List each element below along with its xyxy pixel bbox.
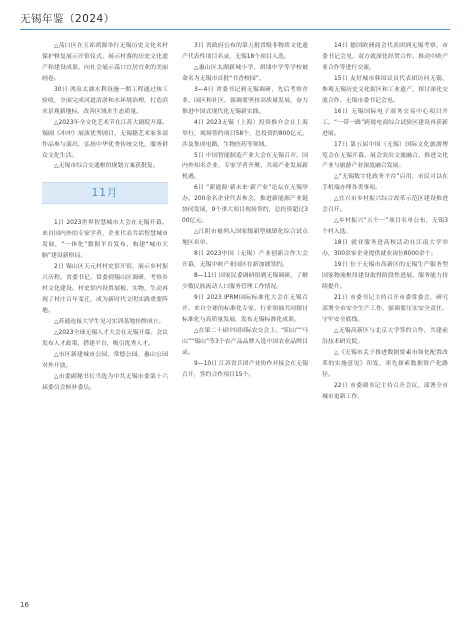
entry-paragraph: 9日 2023 IPRM国际标准化大会在无锡召开。来自全球的标准化专家、行业领袖共同探讨标准化与高质量发展，发布无锡标准化成果。	[182, 294, 308, 323]
entry-paragraph: △惠山区太湖新城小学、胡埭中学等学校被命名为无锡市首批“书香校园”。	[182, 64, 308, 82]
entry-paragraph: △宜兴市乡村振兴综合改革示范区建设推进会召开。	[322, 196, 448, 214]
entry-paragraph: 6日 “新能源·新未来·新产业”论坛在无锡举办。200余名企业代表参会，推进新能源产业链协同发展，9个重大项目现场签约，总投资超过300亿元。	[182, 185, 308, 225]
entry-paragraph: 18日 就业服务进高校活动在江南大学举办，300余家企业提供就业岗位8000余个。	[322, 240, 448, 258]
entry-paragraph: △无锡高新区与北京大学签约合作，共建前沿技术研究院。	[322, 327, 448, 345]
entry-paragraph: 9—10日 江苏省兵团产业协作对接会在无锡召开，签约合作项目15个。	[182, 360, 308, 378]
entry-paragraph: △在第二十届中国国际农交会上，“阳山”“马山”“锡山”等3个农产品品牌入选中国农业品牌目录。	[182, 327, 308, 356]
entry-paragraph: 1日 2023世界智慧城市大会在无锡开幕。来自国内外的专家学者、企业代表共话智慧城市发展，“一体化”数据平台发布，构建“城市大脑”建设新格局。	[42, 220, 168, 260]
header-rule	[20, 29, 450, 30]
entry-paragraph: 5日 中国智能制造产业大会在无锡召开，国内外知名企业、专家学者齐聚，共商产业发展新机遇。	[182, 152, 308, 181]
month-heading-november: 11月	[42, 182, 168, 204]
column-2	[182, 41, 308, 381]
page-header	[0, 0, 468, 30]
page-number: 16	[20, 601, 29, 609]
entry-paragraph: △2023全球无锡人才大会在无锡开幕。会议发布人才政策，搭建平台，吸引优秀人才。	[42, 329, 168, 347]
entry-paragraph: △荡口区在玉祁鸿源举行无锡历史文化名村保护修复展示开馆仪式，展示村落的历史文化遗产和建设成果，向社会展示荡口宜居宜业的美丽画卷。	[42, 43, 168, 82]
entry-paragraph: 2日 锡山区天元村村史馆开馆，展示乡村振兴历程。省委书记、常委到锡山区调研，考察乡村文化建设。村史馆内设置展板、实物，生动再现了村庄百年变迁，成为新时代文明实践重要阵地。	[42, 264, 168, 315]
entry-paragraph: 22日 市委副书记主持召开会议，部署全市城市更新工作。	[322, 382, 448, 400]
entry-paragraph: △市委副秘书长当选为中共无锡市委第十六届委员会候补委员。	[42, 373, 168, 391]
column-1	[42, 41, 168, 394]
entry-paragraph: 15日 友好城市韩国议员代表团访问无锡，参观无锡历史文化街区和工业遗产，探讨深化交流合作。无锡市委书记会见。	[322, 75, 448, 104]
entry-paragraph: △江阴市被列入国家级新型城镇化综合试点地区名单。	[182, 229, 308, 247]
entry-paragraph: △市区新建城市公园，常德公园、惠山公园对外开放。	[42, 351, 168, 369]
entry-paragraph: 3—4日 省委书记到无锡调研，先后考察企业、园区和社区，强调要坚持高质量发展，奋力推进中国式现代化无锡新实践。	[182, 86, 308, 115]
column-3	[322, 41, 448, 402]
entry-paragraph: 21日 市委书记主持召开市委常委会，研究部署全市安全生产工作，强调要压实安全责任，守牢安全底线。	[322, 294, 448, 323]
entry-paragraph: △《无锡市关于推进数据要素市场化配置改革的实施意见》印发，率先探索数据资产化路径。	[322, 349, 448, 378]
running-head-title: 无锡年鉴（2024）	[20, 13, 115, 25]
entry-paragraph: △2023年全文化艺术节在江苏大剧院开幕。锡剧《冲冲》展演优秀剧目，无锡籍艺术家多部作品参与演出，弘扬中华优秀传统文化，服务群众文化生活。	[42, 119, 168, 159]
entry-paragraph: 3日 省政府公布的第五批省级非物质文化遗产代表性项目名录，无锡18个项目入选。	[182, 43, 308, 60]
entry-paragraph: 30日 鸿泉太湖水利设施一期工程通过竣工验收，全面完成河道清淤和水环境治理，打造滨水景观新地标，改善区域水生态质量。	[42, 86, 168, 115]
entry-paragraph: 8日 2023中国（无锡）产业创新合作大会开幕，无锡中欧产业园区在新加坡签约。	[182, 251, 308, 269]
entry-paragraph: 8—11日 国家民委调研组到无锡调研，了解少数民族流动人口服务管理工作情况。	[182, 273, 308, 290]
entry-paragraph: 19日 位于无锡市高新区的无锡生产服务型国家物流枢纽建设取得阶段性进展，服务能力持续提升。	[322, 262, 448, 290]
entry-paragraph: 17日 第五届中国（无锡）国际文化旅游博览会在无锡开幕，展会突出文旅融合，推进文化产业与旅游产业深度融合发展。	[322, 141, 448, 170]
entry-paragraph: 14日 德国欧洲商会代表团到无锡考察，市委书记会见，双方就深化经贸合作、推动中欧产业合作等进行交流。	[322, 43, 448, 71]
entry-paragraph: △乡村振兴“五个一”项目名单公布，无锡3个村入选。	[322, 218, 448, 236]
entry-paragraph: △无锡市综合交通枢纽规划方案获批复。	[54, 163, 159, 170]
entry-paragraph: 4日 2023无锡（上海）投资推介会在上海举行，现场签约项目58个，总投资约800亿元，涉及集成电路、生物医药等领域。	[182, 119, 308, 148]
entry-paragraph: 16日 无锡国际电子商务交易中心项目开工，“一带一路”跨境电商综合试验区建设再获新进展。	[322, 108, 448, 137]
entry-paragraph: △苏通连接大学生见习实训基地挂牌成立。	[54, 319, 165, 326]
entry-paragraph: △“无锡数字化政务平台”启用，市民可以在手机端办理各类事项。	[322, 174, 448, 192]
